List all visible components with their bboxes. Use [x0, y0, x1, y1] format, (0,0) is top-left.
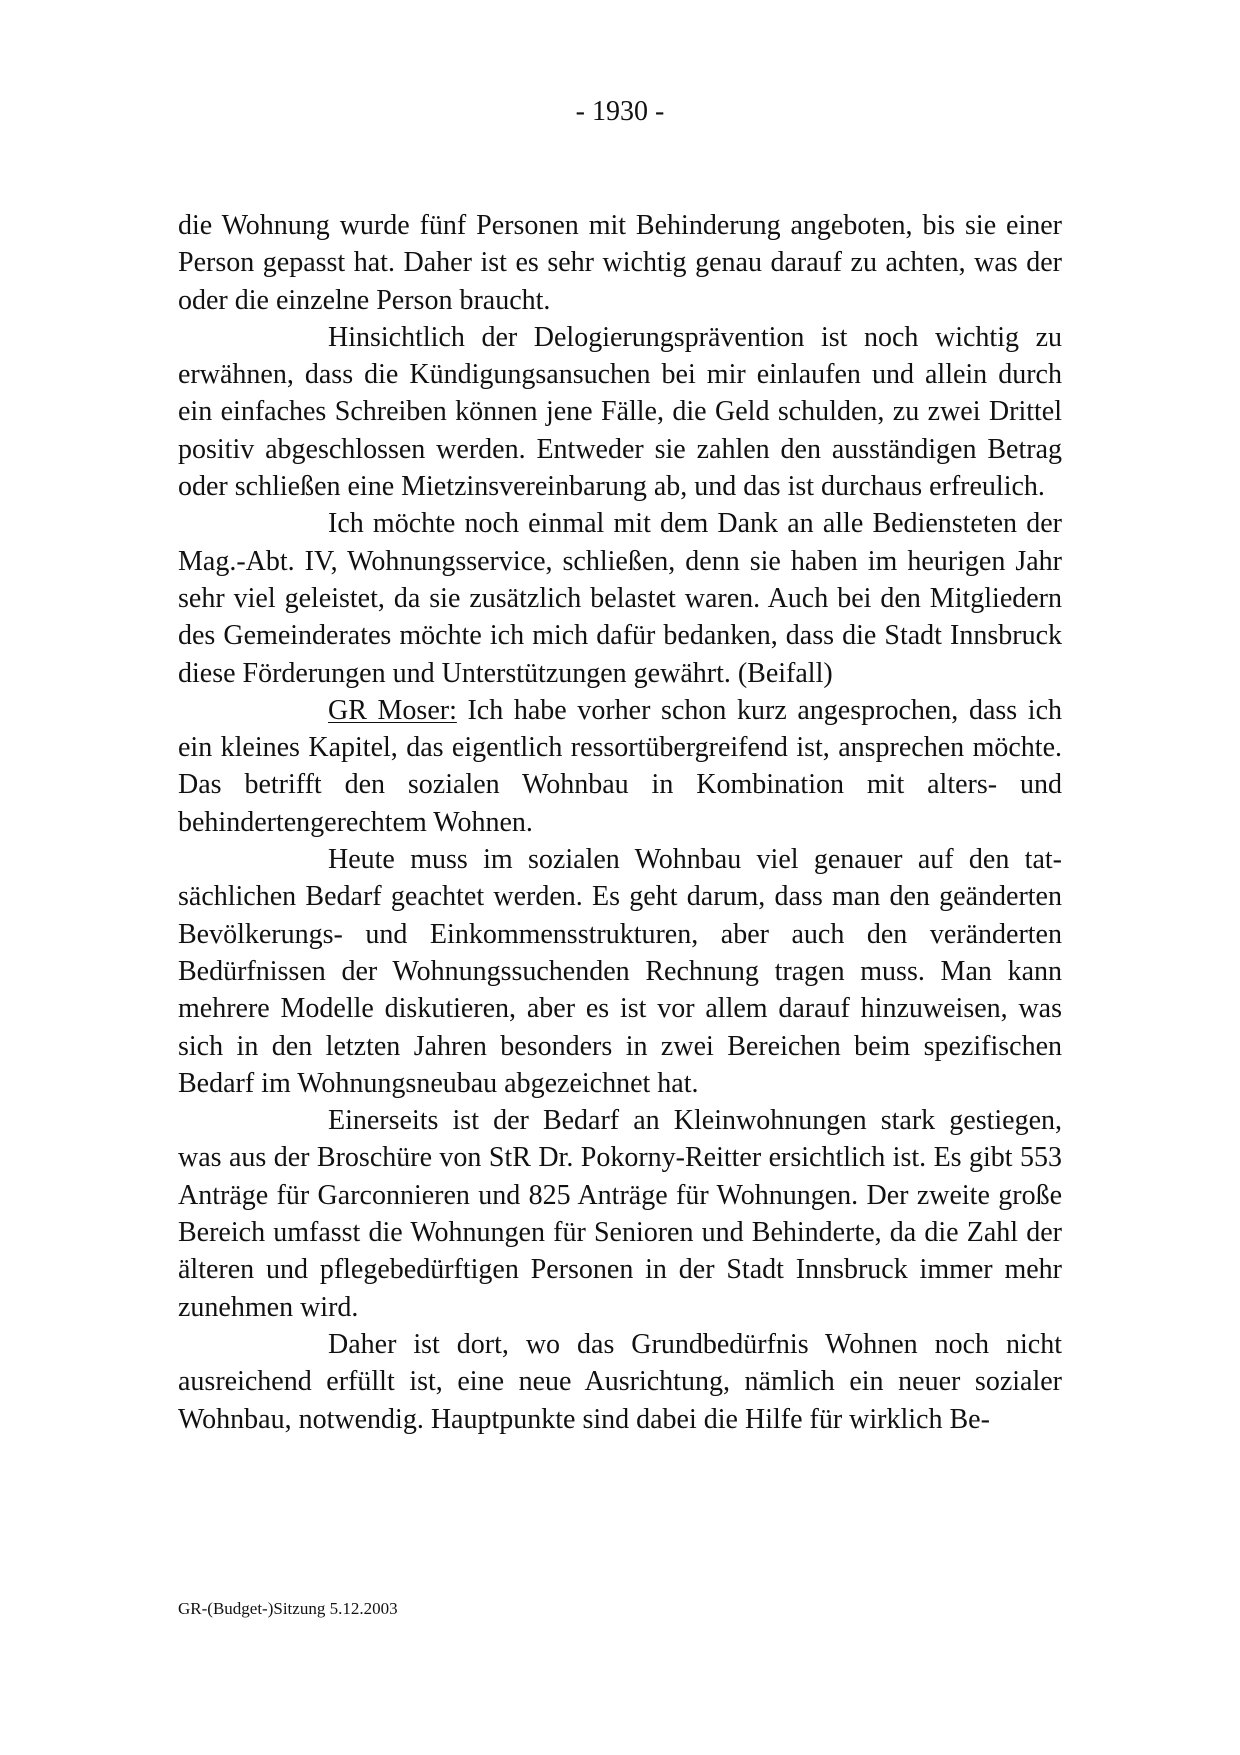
- speaker-name: GR Moser:: [328, 694, 457, 726]
- paragraph-bedarf: Heute muss im sozialen Wohnbau viel genauer auf den tatsächlichen Bedarf geachtet werden. Es geht darum, dass man den geänderten Bevölkerungs- und Einkommensstrukturen, aber auch den veränderten Bedürfnissen der Wohnungssuchenden Rechnung tragen muss. Man kann mehrere Modelle diskutieren, aber es ist vor allem darauf hinzuweisen, was sich in den letzten Jahren besonders in zwei Bereichen beim spezifischen Bedarf im Wohnungsneubau abgezeichnet hat.: [178, 844, 1062, 1099]
- paragraph-kleinwohnungen: Einerseits ist der Bedarf an Kleinwohnungen stark gestiegen, was aus der Broschüre von StR Dr. Pokorny-Reitter ersichtlich ist. Es gibt 553 Anträge für Garconnieren und 825 Anträge für Wohnungen. Der zweite große Bereich umfasst die Wohnungen für Senioren und Behinderte, da die Zahl der älteren und pflegebedürftigen Personen in der Stadt Innsbruck immer mehr zunehmen wird.: [178, 1105, 1062, 1323]
- document-body: [178, 207, 1062, 1438]
- page-number: - 1930 -: [575, 96, 665, 127]
- paragraph-delogierung: Hinsichtlich der Delogierungsprävention ist noch wichtig zu erwähnen, dass die Kündigungsansuchen bei mir einlaufen und allein durch ein einfaches Schreiben können jene Fälle, die Geld schulden, zu zwei Drittel positiv abgeschlossen werden. Entweder sie zahlen den ausständigen Betrag oder schließen eine Mietzinsvereinbarung ab, und das ist durchaus erfreulich.: [178, 321, 1062, 503]
- paragraph-moser-speech: [178, 692, 1062, 841]
- paragraph-continuation: die Wohnung wurde fünf Personen mit Behinderung angeboten, bis sie einer Person gepasst hat. Daher ist es sehr wichtig genau darauf zu achten, was der oder die einzelne Person braucht.: [178, 210, 1062, 316]
- speech-text: Ich habe vorher schon kurz angesprochen, dass ich ein kleines Kapitel, das eigentlich ressortübergreifend ist, ansprechen möchte. Das betrifft den sozialen Wohnbau in Kombination mit alters- und behindertengerechtem Wohnen.: [178, 694, 1062, 838]
- paragraph-dank: Ich möchte noch einmal mit dem Dank an alle Bediensteten der Mag.-Abt. IV, Wohnungsservice, schließen, denn sie haben im heurigen Jahr sehr viel geleistet, da sie zusätzlich belastet waren. Auch bei den Mitgliedern des Gemeinderates möchte ich mich dafür bedanken, dass die Stadt Innsbruck diese Förderungen und Unterstützungen gewährt. (Beifall): [178, 508, 1062, 689]
- footer-session-label: GR-(Budget-)Sitzung 5.12.2003: [178, 1599, 398, 1618]
- paragraph-grundbeduerfnis: Daher ist dort, wo das Grundbedürfnis Wohnen noch nicht ausreichend erfüllt ist, eine neue Ausrichtung, nämlich ein neuer sozialer Wohnbau, notwendig. Hauptpunkte sind dabei die Hilfe für wirklich Be-: [178, 1328, 1062, 1435]
